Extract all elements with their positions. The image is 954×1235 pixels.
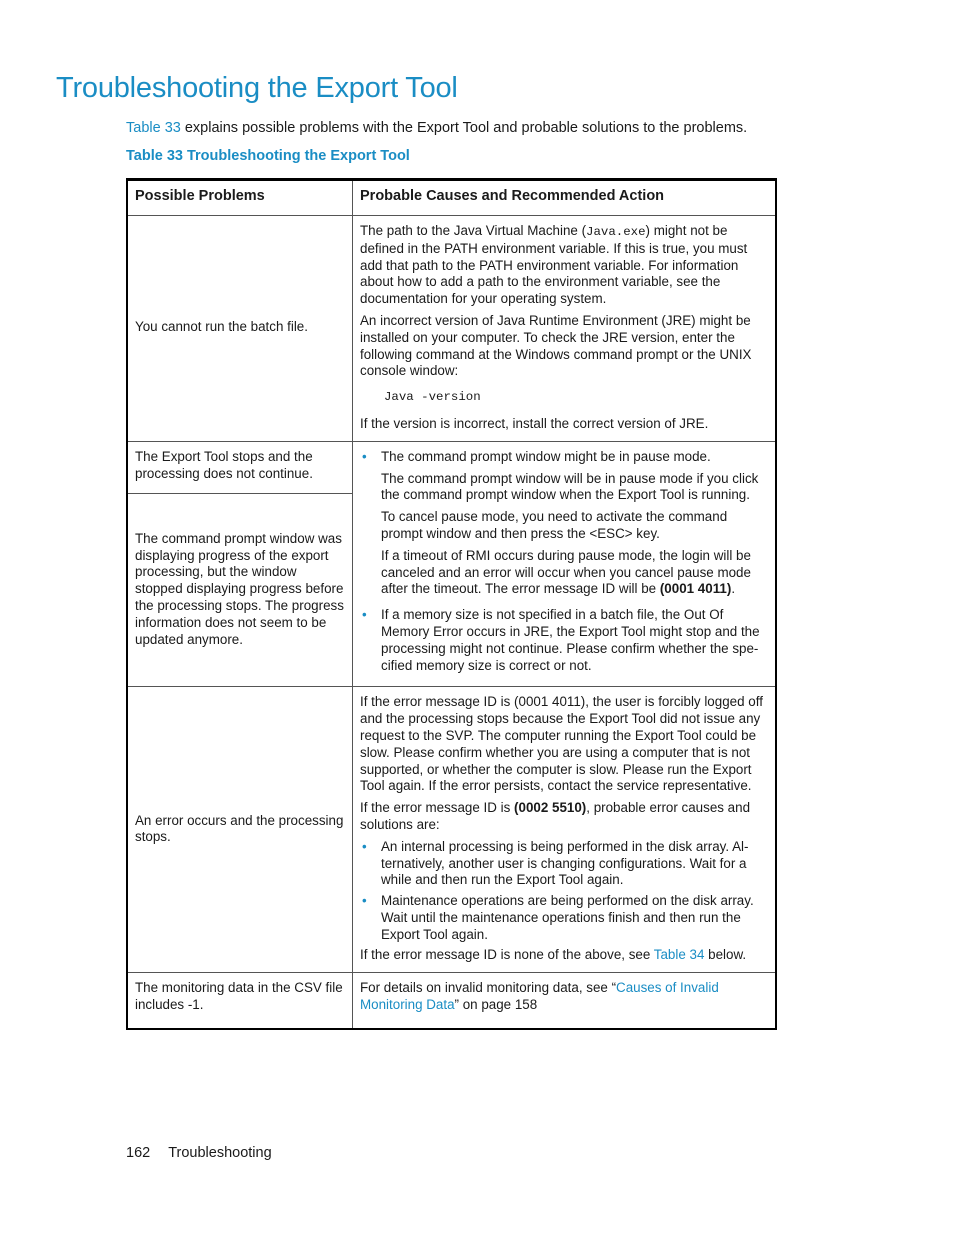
text-span: , probable error causes and solutions are: [360, 800, 751, 832]
command-code-block: Java -version [384, 390, 481, 405]
table-header-row [127, 180, 776, 216]
bullet-icon: • [362, 893, 367, 909]
problem-cell: The monitoring data in the CSV file includes -1. [127, 973, 353, 1029]
list-item [360, 607, 768, 674]
intro-paragraph [126, 120, 747, 136]
action-cell [353, 687, 777, 973]
table-row [127, 216, 776, 442]
text-span: ” on page 158 [454, 997, 538, 1013]
sub-paragraph [381, 548, 768, 598]
list-item [360, 893, 768, 943]
page-number: 162 [126, 1145, 151, 1161]
list-item [360, 449, 768, 598]
causes-of-invalid-monitoring-data-link[interactable]: Causes of Invalid Monitoring Data [360, 980, 719, 1013]
footer-section: Troubleshooting [168, 1145, 272, 1161]
intro-text: explains possible problems with the Export Tool and probable solutions to the problems. [180, 120, 748, 136]
action-cell [353, 973, 777, 1029]
text-span: ) might not be defined in the PATH environment variable. If this is true, you must add that path to the PATH environment variable. For information about how to add a path to the environment variable, see the documentation for your operating system. [360, 223, 748, 307]
header-probable-causes: Probable Causes and Recommended Action [353, 180, 777, 216]
sub-paragraph: The command prompt window will be in pause mode if you click the command prompt window when the Export Tool is running. [381, 470, 759, 503]
bullet-list [360, 449, 768, 675]
action-paragraph [360, 800, 768, 834]
error-id: (0002 5510) [514, 800, 587, 816]
table-row [127, 687, 776, 973]
bullet-text: The command prompt window might be in pause mode. [381, 448, 711, 464]
text-span: The path to the Java Virtual Machine ( [360, 223, 587, 238]
text-span: . [731, 581, 736, 597]
table-34-link[interactable]: Table 34 [653, 947, 705, 963]
text-span: If the error message ID is none of the above, see [360, 947, 654, 963]
problem-cell: The command prompt window was displaying progress of the export processing, but the window stopped displaying progress before the processing stops. The progress information does not seem to be updated anymore. [127, 493, 353, 687]
action-paragraph: If the version is incorrect, install the correct version of JRE. [360, 415, 709, 431]
table-33-link[interactable]: Table 33 [126, 120, 181, 136]
java-exe-code: Java.exe [586, 225, 646, 239]
table-caption: Table 33 Troubleshooting the Export Tool [126, 148, 410, 164]
bullet-list [360, 839, 768, 944]
header-possible-problems: Possible Problems [127, 180, 353, 216]
text-span: If the error message ID is [360, 800, 515, 816]
list-item [360, 839, 768, 889]
text-span: For details on invalid monitoring data, see “ [360, 980, 617, 996]
action-paragraph: An incorrect version of Java Runtime Environment (JRE) might be installed on your computer. To check the JRE version, enter the following command at the Windows command prompt or the UNIX console window: [360, 312, 752, 379]
action-cell [353, 216, 777, 442]
bullet-text: If a memory size is not specified in a batch file, the Out Of Memory Error occurs in JRE, the Export Tool might stop and the processing might not continue. Please confirm whether the spe-cified memory size is correct or not. [381, 607, 760, 673]
text-span: below. [704, 947, 747, 963]
error-id: (0001 4011) [659, 581, 732, 597]
table-row [127, 441, 776, 493]
action-cell [353, 441, 777, 687]
text-span: If a timeout of RMI occurs during pause mode, the login will be canceled and an error will occur when you cancel pause mode after the timeout. The error message ID will be [381, 547, 751, 597]
page-footer [126, 1145, 272, 1161]
bullet-text: An internal processing is being performed in the disk array. Al-ternatively, another user is changing configurations. Wait for a while and then run the Export Tool again. [381, 838, 749, 888]
action-paragraph [360, 947, 768, 964]
bullet-icon: • [362, 838, 367, 854]
problem-cell: You cannot run the batch file. [127, 216, 353, 442]
page-title: Troubleshooting the Export Tool [56, 72, 458, 104]
action-paragraph [360, 223, 768, 308]
bullet-icon: • [362, 448, 367, 464]
bullet-text: Maintenance operations are being performed on the disk array. Wait until the maintenance operations finish and then run the Export Tool again. [381, 893, 754, 942]
problem-cell: An error occurs and the processing stops. [127, 687, 353, 973]
action-paragraph: If the error message ID is (0001 4011), the user is forcibly logged off and the processing stops because the Export Tool did not issue any request to the SVP. The computer running the Export Tool could be slow. Please confirm whether you are using a computer that is not supported, or whether the computer is slow. Please run the Export Tool again. If the error persists, contact the service representative. [360, 694, 763, 794]
sub-paragraph: To cancel pause mode, you need to activate the command prompt window and then press the <ESC> key. [381, 509, 728, 541]
problem-cell: The Export Tool stops and the processing does not continue. [127, 441, 353, 493]
bullet-icon: • [362, 607, 367, 623]
table-row [127, 973, 776, 1029]
troubleshooting-table [126, 178, 777, 1030]
